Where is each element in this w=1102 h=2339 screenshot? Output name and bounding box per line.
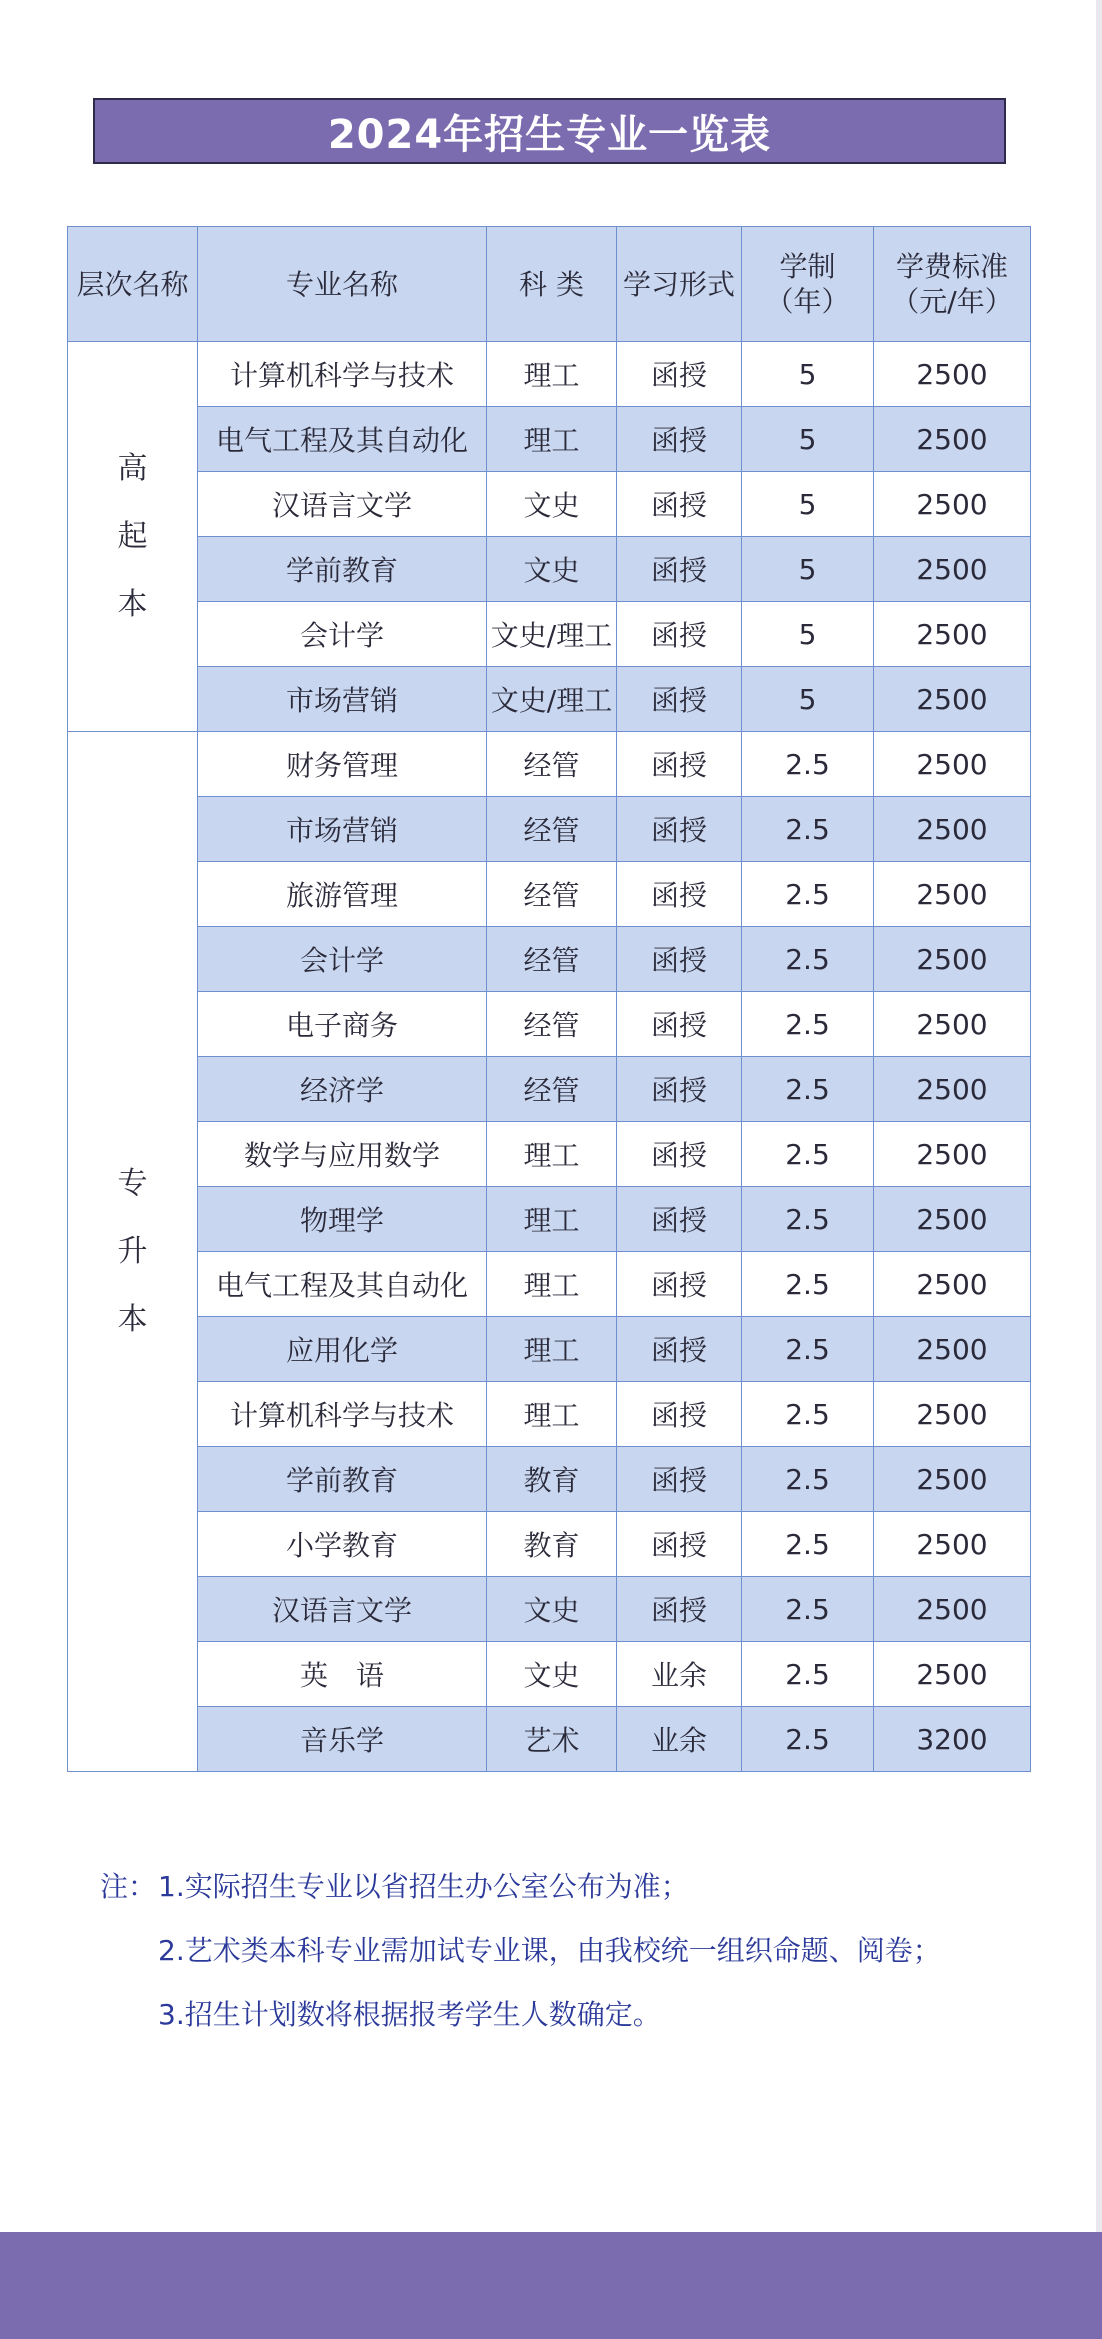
table-row bbox=[68, 1252, 1031, 1317]
header-mode: 学习形式 bbox=[617, 227, 742, 342]
header-level: 层次名称 bbox=[68, 227, 198, 342]
level-label: 专升本 bbox=[117, 1165, 148, 1337]
level-cell bbox=[68, 342, 198, 732]
duration-cell: 2.5 bbox=[742, 1057, 874, 1122]
category-cell: 经管 bbox=[487, 927, 617, 992]
category-cell: 教育 bbox=[487, 1512, 617, 1577]
duration-cell: 5 bbox=[742, 537, 874, 602]
fee-cell: 2500 bbox=[874, 342, 1031, 407]
majors-table bbox=[67, 226, 1031, 1772]
page-title: 2024年招生专业一览表 bbox=[93, 98, 1006, 164]
header-fee-line1: 学费标准 bbox=[895, 250, 1008, 283]
mode-cell: 函授 bbox=[617, 472, 742, 537]
category-cell: 经管 bbox=[487, 1057, 617, 1122]
level-cell bbox=[68, 732, 198, 1772]
category-cell: 理工 bbox=[487, 1252, 617, 1317]
category-cell: 文史/理工 bbox=[487, 667, 617, 732]
table-row bbox=[68, 927, 1031, 992]
table-row bbox=[68, 1642, 1031, 1707]
mode-cell: 函授 bbox=[617, 667, 742, 732]
major-cell: 汉语言文学 bbox=[198, 472, 487, 537]
table-row bbox=[68, 797, 1031, 862]
category-cell: 经管 bbox=[487, 797, 617, 862]
major-cell: 电气工程及其自动化 bbox=[198, 407, 487, 472]
mode-cell: 函授 bbox=[617, 407, 742, 472]
table-row bbox=[68, 1187, 1031, 1252]
category-cell: 经管 bbox=[487, 862, 617, 927]
duration-cell: 2.5 bbox=[742, 797, 874, 862]
mode-cell: 函授 bbox=[617, 1122, 742, 1187]
duration-cell: 2.5 bbox=[742, 732, 874, 797]
fee-cell: 2500 bbox=[874, 927, 1031, 992]
category-cell: 理工 bbox=[487, 1382, 617, 1447]
table-row bbox=[68, 1707, 1031, 1772]
major-cell: 计算机科学与技术 bbox=[198, 1382, 487, 1447]
mode-cell: 函授 bbox=[617, 732, 742, 797]
header-fee bbox=[874, 227, 1031, 342]
mode-cell: 函授 bbox=[617, 927, 742, 992]
mode-cell: 函授 bbox=[617, 1382, 742, 1447]
table-body bbox=[68, 342, 1031, 1772]
duration-cell: 2.5 bbox=[742, 862, 874, 927]
mode-cell: 函授 bbox=[617, 1187, 742, 1252]
category-cell: 理工 bbox=[487, 342, 617, 407]
fee-cell: 2500 bbox=[874, 1642, 1031, 1707]
mode-cell: 函授 bbox=[617, 1252, 742, 1317]
table-row bbox=[68, 1447, 1031, 1512]
table-row bbox=[68, 1057, 1031, 1122]
major-cell: 经济学 bbox=[198, 1057, 487, 1122]
table-row bbox=[68, 1512, 1031, 1577]
mode-cell: 业余 bbox=[617, 1707, 742, 1772]
category-cell: 文史 bbox=[487, 472, 617, 537]
fee-cell: 2500 bbox=[874, 472, 1031, 537]
major-cell: 小学教育 bbox=[198, 1512, 487, 1577]
category-cell: 教育 bbox=[487, 1447, 617, 1512]
header-major: 专业名称 bbox=[198, 227, 487, 342]
mode-cell: 函授 bbox=[617, 797, 742, 862]
fee-cell: 2500 bbox=[874, 667, 1031, 732]
fee-cell: 2500 bbox=[874, 602, 1031, 667]
duration-cell: 2.5 bbox=[742, 1707, 874, 1772]
table-row bbox=[68, 342, 1031, 407]
duration-cell: 2.5 bbox=[742, 1512, 874, 1577]
category-cell: 文史 bbox=[487, 1642, 617, 1707]
mode-cell: 函授 bbox=[617, 342, 742, 407]
header-fee-line2: （元/年） bbox=[891, 285, 1013, 318]
note-item: 2.艺术类本科专业需加试专业课，由我校统一组织命题、阅卷； bbox=[158, 1934, 941, 1967]
note-line bbox=[100, 1855, 941, 1919]
duration-cell: 2.5 bbox=[742, 992, 874, 1057]
notes bbox=[100, 1855, 941, 2047]
major-cell: 会计学 bbox=[198, 602, 487, 667]
fee-cell: 2500 bbox=[874, 1382, 1031, 1447]
major-cell: 应用化学 bbox=[198, 1317, 487, 1382]
mode-cell: 函授 bbox=[617, 1057, 742, 1122]
table-row bbox=[68, 667, 1031, 732]
duration-cell: 2.5 bbox=[742, 1252, 874, 1317]
duration-cell: 2.5 bbox=[742, 1382, 874, 1447]
level-label: 高起本 bbox=[117, 450, 148, 622]
table-row bbox=[68, 537, 1031, 602]
header-duration bbox=[742, 227, 874, 342]
major-cell: 旅游管理 bbox=[198, 862, 487, 927]
table-row bbox=[68, 1382, 1031, 1447]
duration-cell: 5 bbox=[742, 602, 874, 667]
fee-cell: 2500 bbox=[874, 537, 1031, 602]
mode-cell: 函授 bbox=[617, 1577, 742, 1642]
major-cell: 物理学 bbox=[198, 1187, 487, 1252]
fee-cell: 2500 bbox=[874, 407, 1031, 472]
fee-cell: 2500 bbox=[874, 1122, 1031, 1187]
major-cell: 音乐学 bbox=[198, 1707, 487, 1772]
note-line bbox=[100, 1919, 941, 1983]
major-cell: 会计学 bbox=[198, 927, 487, 992]
fee-cell: 3200 bbox=[874, 1707, 1031, 1772]
major-cell: 电子商务 bbox=[198, 992, 487, 1057]
duration-cell: 5 bbox=[742, 667, 874, 732]
fee-cell: 2500 bbox=[874, 1317, 1031, 1382]
category-cell: 经管 bbox=[487, 992, 617, 1057]
major-cell: 英 语 bbox=[198, 1642, 487, 1707]
mode-cell: 函授 bbox=[617, 862, 742, 927]
note-item: 3.招生计划数将根据报考学生人数确定。 bbox=[158, 1998, 661, 2031]
mode-cell: 业余 bbox=[617, 1642, 742, 1707]
fee-cell: 2500 bbox=[874, 732, 1031, 797]
table-row bbox=[68, 602, 1031, 667]
duration-cell: 2.5 bbox=[742, 1577, 874, 1642]
note-prefix: 注： bbox=[100, 1870, 157, 1903]
duration-cell: 2.5 bbox=[742, 1187, 874, 1252]
major-cell: 市场营销 bbox=[198, 667, 487, 732]
table-row bbox=[68, 992, 1031, 1057]
fee-cell: 2500 bbox=[874, 1187, 1031, 1252]
note-line bbox=[100, 1983, 941, 2047]
fee-cell: 2500 bbox=[874, 797, 1031, 862]
fee-cell: 2500 bbox=[874, 1057, 1031, 1122]
duration-cell: 2.5 bbox=[742, 927, 874, 992]
category-cell: 理工 bbox=[487, 1317, 617, 1382]
duration-cell: 2.5 bbox=[742, 1317, 874, 1382]
fee-cell: 2500 bbox=[874, 862, 1031, 927]
table-row bbox=[68, 732, 1031, 797]
mode-cell: 函授 bbox=[617, 1447, 742, 1512]
fee-cell: 2500 bbox=[874, 1577, 1031, 1642]
table-row bbox=[68, 407, 1031, 472]
footer-bar bbox=[0, 2232, 1102, 2339]
fee-cell: 2500 bbox=[874, 1512, 1031, 1577]
duration-cell: 5 bbox=[742, 407, 874, 472]
major-cell: 学前教育 bbox=[198, 1447, 487, 1512]
category-cell: 文史/理工 bbox=[487, 602, 617, 667]
mode-cell: 函授 bbox=[617, 1317, 742, 1382]
mode-cell: 函授 bbox=[617, 537, 742, 602]
fee-cell: 2500 bbox=[874, 992, 1031, 1057]
header-duration-line2: （年） bbox=[765, 285, 850, 318]
table-row bbox=[68, 1122, 1031, 1187]
mode-cell: 函授 bbox=[617, 992, 742, 1057]
major-cell: 财务管理 bbox=[198, 732, 487, 797]
category-cell: 理工 bbox=[487, 1187, 617, 1252]
category-cell: 文史 bbox=[487, 1577, 617, 1642]
category-cell: 经管 bbox=[487, 732, 617, 797]
major-cell: 市场营销 bbox=[198, 797, 487, 862]
category-cell: 文史 bbox=[487, 537, 617, 602]
table-row bbox=[68, 472, 1031, 537]
duration-cell: 5 bbox=[742, 342, 874, 407]
duration-cell: 2.5 bbox=[742, 1447, 874, 1512]
duration-cell: 5 bbox=[742, 472, 874, 537]
major-cell: 数学与应用数学 bbox=[198, 1122, 487, 1187]
duration-cell: 2.5 bbox=[742, 1122, 874, 1187]
mode-cell: 函授 bbox=[617, 602, 742, 667]
duration-cell: 2.5 bbox=[742, 1642, 874, 1707]
major-cell: 汉语言文学 bbox=[198, 1577, 487, 1642]
category-cell: 理工 bbox=[487, 407, 617, 472]
note-item: 1.实际招生专业以省招生办公室公布为准； bbox=[158, 1870, 689, 1903]
category-cell: 理工 bbox=[487, 1122, 617, 1187]
fee-cell: 2500 bbox=[874, 1252, 1031, 1317]
page-edge bbox=[1096, 0, 1102, 2232]
table-row bbox=[68, 1317, 1031, 1382]
major-cell: 电气工程及其自动化 bbox=[198, 1252, 487, 1317]
mode-cell: 函授 bbox=[617, 1512, 742, 1577]
category-cell: 艺术 bbox=[487, 1707, 617, 1772]
header-duration-line1: 学制 bbox=[779, 250, 836, 283]
fee-cell: 2500 bbox=[874, 1447, 1031, 1512]
table-row bbox=[68, 1577, 1031, 1642]
major-cell: 计算机科学与技术 bbox=[198, 342, 487, 407]
table-header-row bbox=[68, 227, 1031, 342]
header-category: 科 类 bbox=[487, 227, 617, 342]
table-row bbox=[68, 862, 1031, 927]
major-cell: 学前教育 bbox=[198, 537, 487, 602]
